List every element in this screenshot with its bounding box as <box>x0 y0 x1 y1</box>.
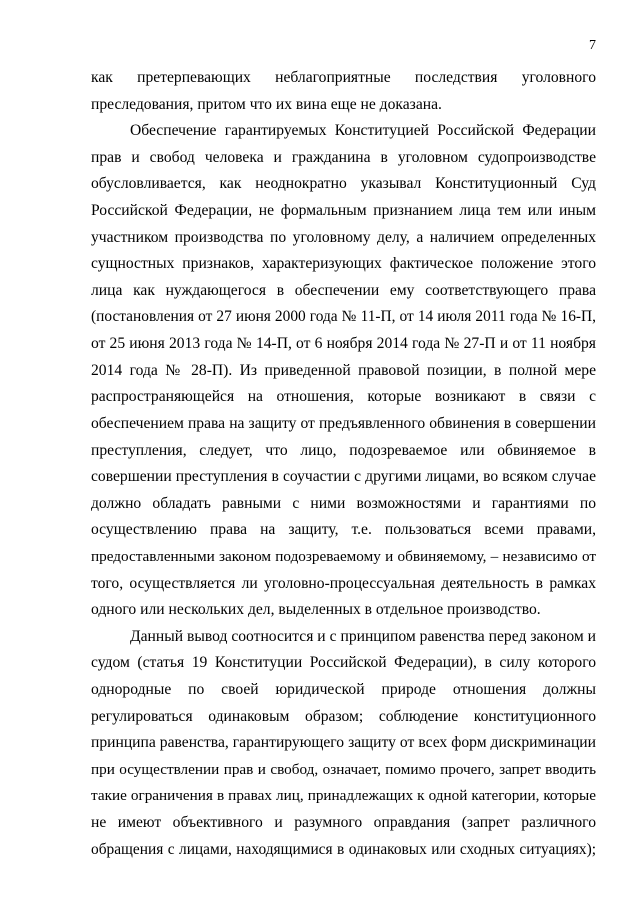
text-line: преследования, притом что их вина еще не доказана. <box>91 95 442 113</box>
text-line: принципа равенства, гарантирующего защиту от всех форм дискриминации <box>91 734 596 752</box>
text-line: предоставленными законом подозреваемому и обвиняемому, – независимо от <box>91 547 596 565</box>
text-line: того, осуществляется ли уголовно-процессуальная деятельность в рамках <box>91 574 596 592</box>
paragraph-first-line: Обеспечение гарантируемых Конституцией Российской Федерации <box>130 122 596 140</box>
text-line: не имеют объективного и разумного оправдания (запрет различного <box>91 814 596 832</box>
text-line: прав и свобод человека и гражданина в уголовном судопроизводстве <box>91 148 596 166</box>
text-line: сущностных признаков, характеризующих фактическое положение этого <box>91 255 596 273</box>
paragraph-first-line: Данный вывод соотносится и с принципом равенства перед законом и <box>130 627 596 645</box>
text-line: осуществлению права на защиту, т.е. пользоваться всеми правами, <box>91 521 596 539</box>
body-text <box>91 65 596 863</box>
text-line: совершении преступления в соучастии с другими лицами, во всяком случае <box>91 468 596 486</box>
text-line: одного или нескольких дел, выделенных в отдельное производство. <box>91 601 541 619</box>
text-line: судом (статья 19 Конституции Российской Федерации), в силу которого <box>91 654 596 672</box>
text-line: такие ограничения в правах лиц, принадлежащих к одной категории, которые <box>91 787 596 805</box>
page-number: 7 <box>589 38 596 53</box>
text-line: участником производства по уголовному делу, а наличием определенных <box>91 228 596 246</box>
text-line: как претерпевающих неблагоприятные последствия уголовного <box>91 69 596 86</box>
text-line: должно обладать равными с ними возможностями и гарантиями по <box>91 494 596 512</box>
text-line: при осуществлении прав и свобод, означает, помимо прочего, запрет вводить <box>91 760 596 778</box>
text-line: распространяющейся на отношения, которые возникают в связи с <box>91 388 596 406</box>
text-line: (постановления от 27 июня 2000 года № 11-П, от 14 июля 2011 года № 16-П, <box>91 308 596 326</box>
text-line: от 25 июня 2013 года № 14-П, от 6 ноября 2014 года № 27-П и от 11 ноября <box>91 335 596 353</box>
text-line: обращения с лицами, находящимися в одинаковых или сходных ситуациях); <box>91 840 596 858</box>
text-line: 2014 года № 28-П). Из приведенной правовой позиции, в полной мере <box>91 361 596 379</box>
text-line: обеспечением права на защиту от предъявленного обвинения в совершении <box>91 414 596 432</box>
text-line: преступления, следует, что лицо, подозреваемое или обвиняемое в <box>91 441 596 459</box>
text-line: Российской Федерации, не формальным признанием лица тем или иным <box>91 202 596 220</box>
text-line: однородные по своей юридической природе отношения должны <box>91 681 596 699</box>
text-line: обусловливается, как неоднократно указывал Конституционный Суд <box>91 175 596 193</box>
text-line: лица как нуждающегося в обеспечении ему соответствующего права <box>91 281 596 299</box>
text-line: регулироваться одинаковым образом; соблюдение конституционного <box>91 707 596 725</box>
